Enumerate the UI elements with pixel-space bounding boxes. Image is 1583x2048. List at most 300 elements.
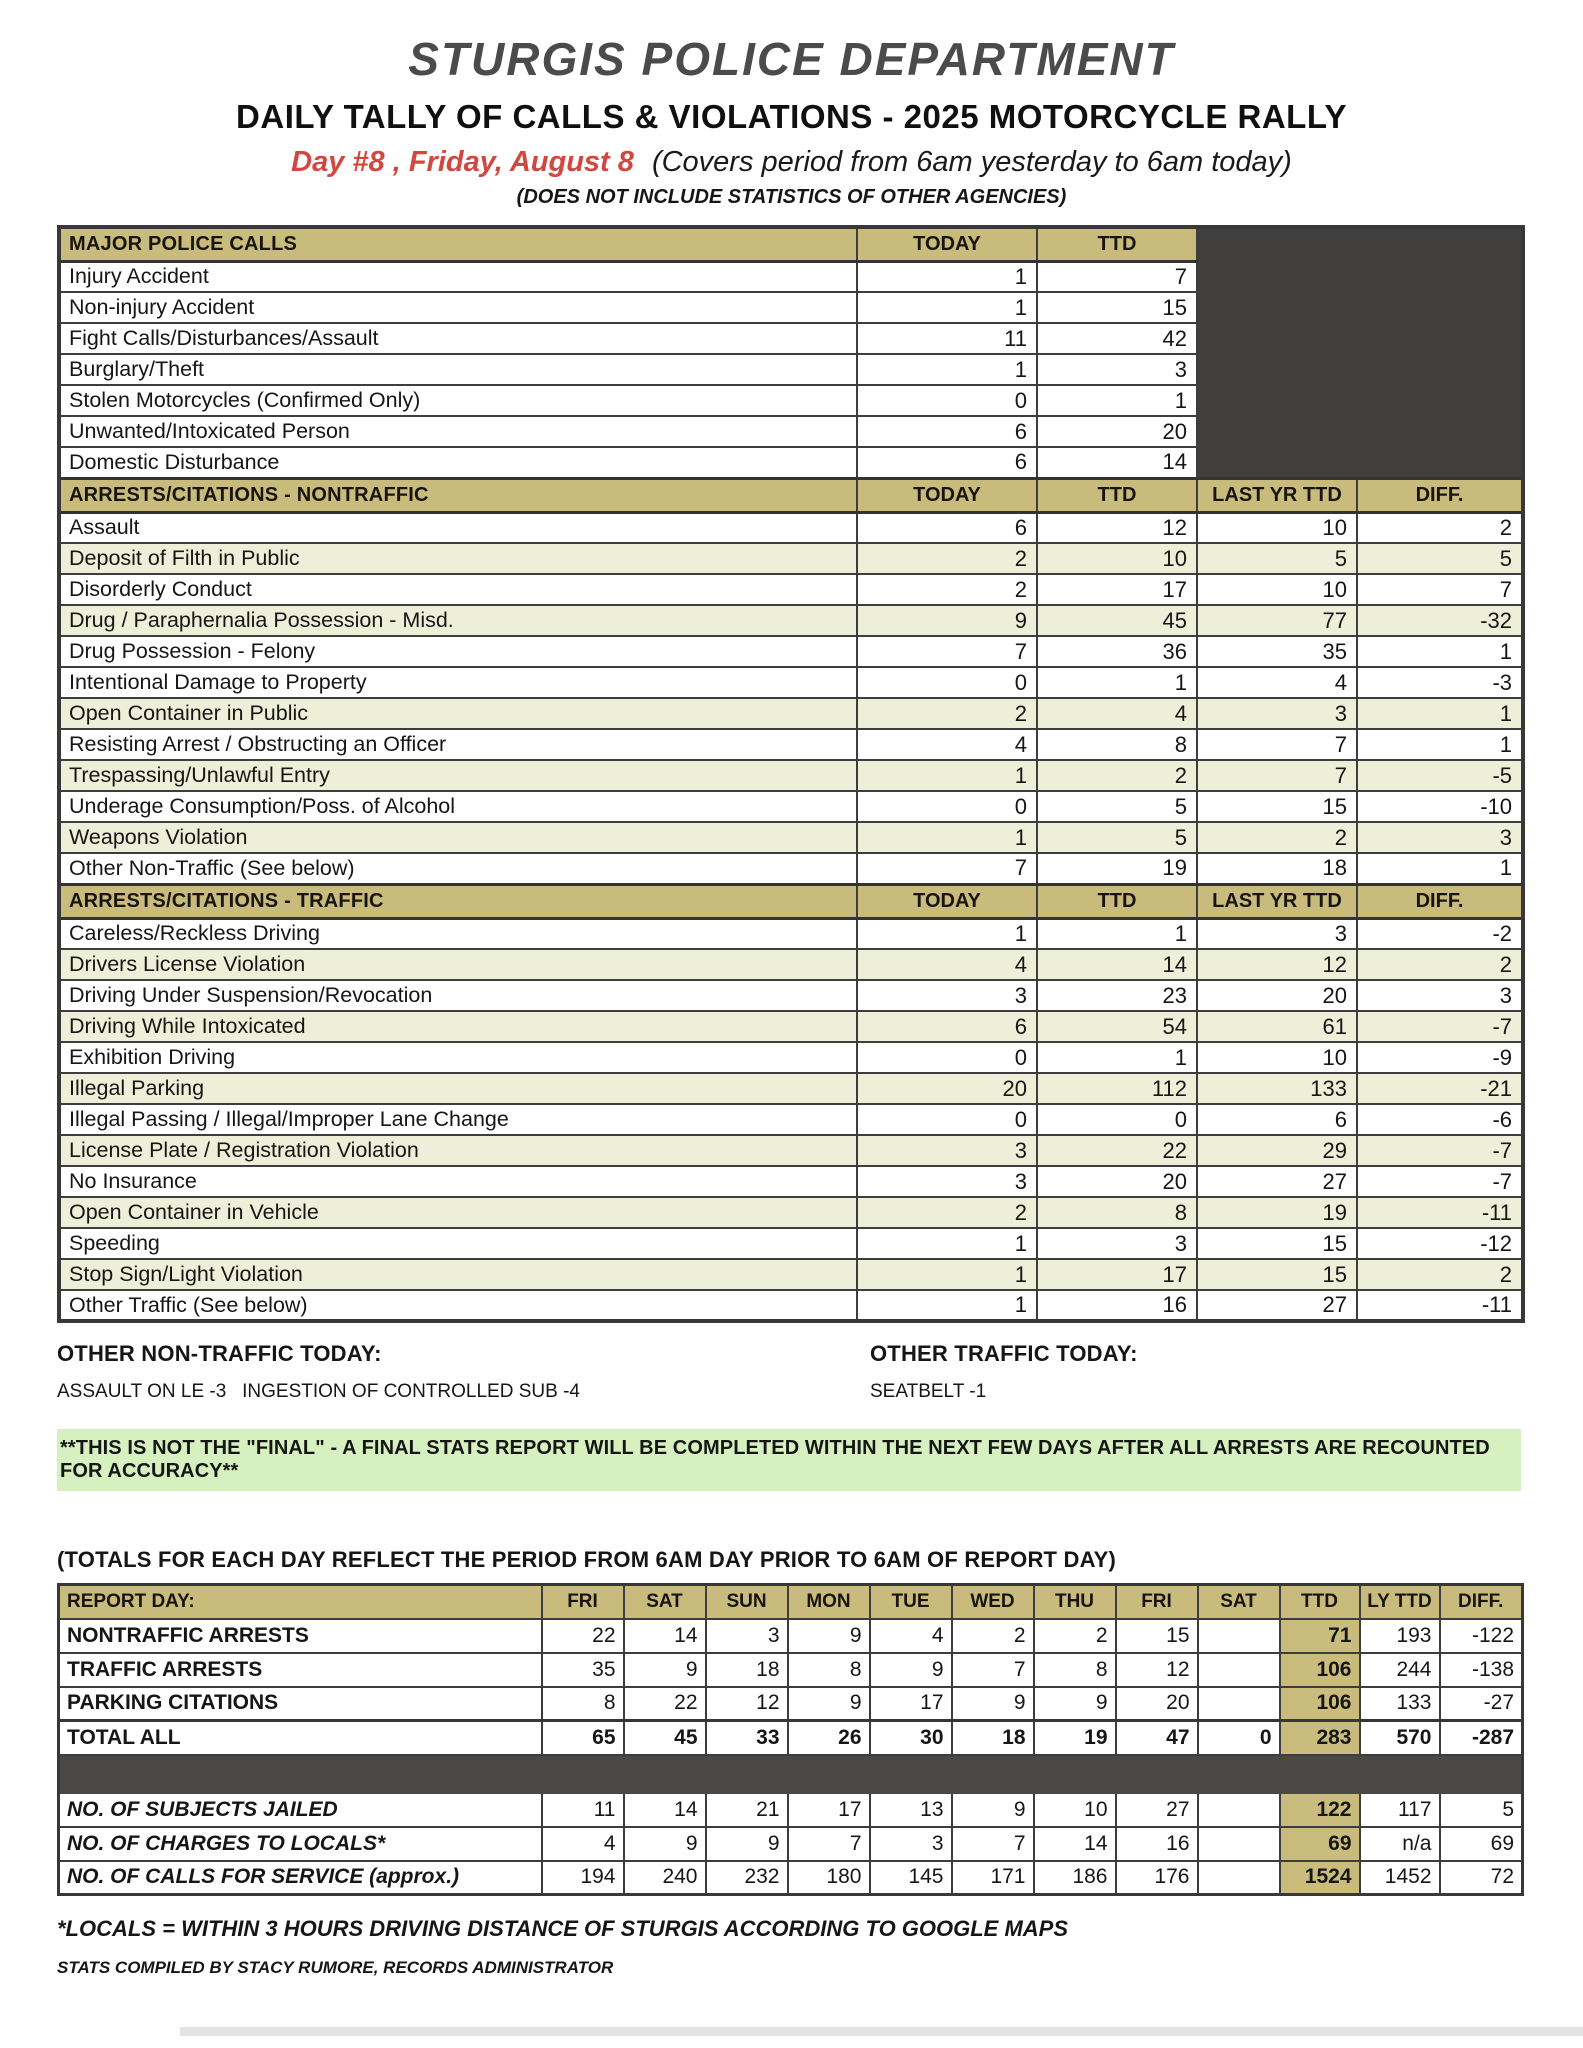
cell-value: 0 xyxy=(1198,1721,1280,1755)
cell-last-yr-ttd: 27 xyxy=(1197,1166,1357,1197)
cell-today: 4 xyxy=(857,949,1037,980)
other-nontraffic-detail: ASSAULT ON LE -3 INGESTION OF CONTROLLED SUB -4 xyxy=(57,1381,580,1402)
cell-ttd: 3 xyxy=(1037,354,1197,385)
cell-ttd: 8 xyxy=(1037,729,1197,760)
cell-ttd: 7 xyxy=(1037,261,1197,292)
day-number-label: Day #8 , Friday, August 8 xyxy=(291,146,634,178)
table-row xyxy=(59,1135,1523,1166)
row-label: Careless/Reckless Driving xyxy=(59,918,857,949)
cell-last-yr-ttd: 2 xyxy=(1197,822,1357,853)
not-final-disclaimer: **THIS IS NOT THE "FINAL" - A FINAL STATS REPORT WILL BE COMPLETED WITHIN THE NEXT FEW DAYS AFTER ALL ARRESTS ARE RECOUNTED FOR ACCURACY** xyxy=(57,1429,1521,1491)
cell-value: 11 xyxy=(542,1793,624,1827)
separator-band xyxy=(59,1755,1523,1793)
cell-diff: -21 xyxy=(1357,1073,1523,1104)
cell-value: 47 xyxy=(1116,1721,1198,1755)
table-row xyxy=(59,1827,1523,1861)
cell-diff: -7 xyxy=(1357,1166,1523,1197)
cell-diff: -2 xyxy=(1357,918,1523,949)
cell-value: 17 xyxy=(870,1687,952,1721)
totals-col-header: THU xyxy=(1034,1585,1116,1619)
cell-value: 7 xyxy=(952,1653,1034,1687)
cell-ttd: 10 xyxy=(1037,543,1197,574)
cell-value: 13 xyxy=(870,1793,952,1827)
redacted-block xyxy=(1197,227,1523,478)
cell-today: 0 xyxy=(857,1104,1037,1135)
cell-today: 0 xyxy=(857,385,1037,416)
table-row xyxy=(59,760,1523,791)
table-row xyxy=(59,667,1523,698)
row-label: Open Container in Public xyxy=(59,698,857,729)
cell-value: 45 xyxy=(624,1721,706,1755)
row-label: Weapons Violation xyxy=(59,822,857,853)
row-label: Resisting Arrest / Obstructing an Officer xyxy=(59,729,857,760)
cell-value: 8 xyxy=(1034,1653,1116,1687)
table-row xyxy=(59,918,1523,949)
row-label: Underage Consumption/Poss. of Alcohol xyxy=(59,791,857,822)
row-label: Stop Sign/Light Violation xyxy=(59,1259,857,1290)
cell-value: 232 xyxy=(706,1861,788,1895)
cell-last-yr-ttd: 15 xyxy=(1197,1228,1357,1259)
cell-today: 2 xyxy=(857,543,1037,574)
section-header-row xyxy=(59,884,1523,918)
row-label: License Plate / Registration Violation xyxy=(59,1135,857,1166)
cell-value: 9 xyxy=(788,1619,870,1653)
cell-value: 9 xyxy=(952,1793,1034,1827)
cell-today: 7 xyxy=(857,853,1037,884)
table-row xyxy=(59,729,1523,760)
cell-value: 145 xyxy=(870,1861,952,1895)
calls-violations-table xyxy=(57,225,1525,1323)
cell-today: 1 xyxy=(857,1290,1037,1321)
row-label: Trespassing/Unlawful Entry xyxy=(59,760,857,791)
col-header-last-yr-ttd: LAST YR TTD xyxy=(1197,478,1357,512)
cell-value: 19 xyxy=(1034,1721,1116,1755)
cell-value: 12 xyxy=(706,1687,788,1721)
cell-last-yr-ttd: 77 xyxy=(1197,605,1357,636)
cell-value: -122 xyxy=(1440,1619,1523,1653)
cell-ttd: 12 xyxy=(1037,512,1197,543)
table-row xyxy=(59,1861,1523,1895)
cell-today: 1 xyxy=(857,261,1037,292)
cell-value: -287 xyxy=(1440,1721,1523,1755)
daily-totals-table xyxy=(57,1583,1524,1896)
cell-value: 30 xyxy=(870,1721,952,1755)
cell-ttd: 8 xyxy=(1037,1197,1197,1228)
cell-last-yr-ttd: 18 xyxy=(1197,853,1357,884)
row-label: Drug / Paraphernalia Possession - Misd. xyxy=(59,605,857,636)
row-label: NO. OF CALLS FOR SERVICE (approx.) xyxy=(59,1861,542,1895)
other-today-section xyxy=(57,1341,1521,1403)
row-label: Fight Calls/Disturbances/Assault xyxy=(59,323,857,354)
row-label: Driving Under Suspension/Revocation xyxy=(59,980,857,1011)
totals-col-header: SAT xyxy=(1198,1585,1280,1619)
cell-today: 0 xyxy=(857,667,1037,698)
cell-diff: -10 xyxy=(1357,791,1523,822)
cell-value: 9 xyxy=(1034,1687,1116,1721)
cell-value: -138 xyxy=(1440,1653,1523,1687)
totals-header-row xyxy=(59,1585,1523,1619)
cell-ttd: 1524 xyxy=(1280,1861,1360,1895)
cell-today: 1 xyxy=(857,1259,1037,1290)
table-row xyxy=(59,1197,1523,1228)
report-subtitle: DAILY TALLY OF CALLS & VIOLATIONS - 2025 MOTORCYCLE RALLY xyxy=(236,98,1347,135)
row-label: Illegal Passing / Illegal/Improper Lane Change xyxy=(59,1104,857,1135)
totals-col-header: TTD xyxy=(1280,1585,1360,1619)
cell-ttd: 19 xyxy=(1037,853,1197,884)
locals-definition-note: *LOCALS = WITHIN 3 HOURS DRIVING DISTANCE OF STURGIS ACCORDING TO GOOGLE MAPS xyxy=(57,1916,1069,1941)
section-header-row xyxy=(59,227,1523,261)
cell-ttd: 1 xyxy=(1037,918,1197,949)
cell-value: 9 xyxy=(624,1653,706,1687)
cell-ttd: 42 xyxy=(1037,323,1197,354)
cell-value: 2 xyxy=(952,1619,1034,1653)
cell-ttd: 122 xyxy=(1280,1793,1360,1827)
cell-value: 16 xyxy=(1116,1827,1198,1861)
cell-diff: -7 xyxy=(1357,1135,1523,1166)
cell-ttd: 0 xyxy=(1037,1104,1197,1135)
cell-today: 6 xyxy=(857,512,1037,543)
table-row xyxy=(59,1228,1523,1259)
table-row xyxy=(59,1619,1523,1653)
cell-diff: 3 xyxy=(1357,980,1523,1011)
cell-today: 7 xyxy=(857,636,1037,667)
cell-last-yr-ttd: 7 xyxy=(1197,760,1357,791)
cell-today: 1 xyxy=(857,822,1037,853)
cell-value: 9 xyxy=(706,1827,788,1861)
cell-ttd: 22 xyxy=(1037,1135,1197,1166)
cell-value: 18 xyxy=(952,1721,1034,1755)
totals-col-header: MON xyxy=(788,1585,870,1619)
section-title: ARRESTS/CITATIONS - TRAFFIC xyxy=(59,884,857,918)
cell-ttd: 71 xyxy=(1280,1619,1360,1653)
other-traffic-detail: SEATBELT -1 xyxy=(870,1381,987,1402)
cell-today: 0 xyxy=(857,791,1037,822)
cell-last-yr-ttd: 61 xyxy=(1197,1011,1357,1042)
cell-diff: 1 xyxy=(1357,853,1523,884)
cell-ttd: 15 xyxy=(1037,292,1197,323)
cell-value: 9 xyxy=(624,1827,706,1861)
cell-value: n/a xyxy=(1360,1827,1440,1861)
cell-last-yr-ttd: 20 xyxy=(1197,980,1357,1011)
row-label: No Insurance xyxy=(59,1166,857,1197)
cell-value: 1452 xyxy=(1360,1861,1440,1895)
cell-value: 3 xyxy=(870,1827,952,1861)
totals-col-header: FRI xyxy=(542,1585,624,1619)
cell-last-yr-ttd: 5 xyxy=(1197,543,1357,574)
cell-value: 180 xyxy=(788,1861,870,1895)
cell-last-yr-ttd: 133 xyxy=(1197,1073,1357,1104)
scan-artifact xyxy=(180,2027,1583,2036)
row-label: Injury Accident xyxy=(59,261,857,292)
cell-diff: 1 xyxy=(1357,729,1523,760)
cell-value: 186 xyxy=(1034,1861,1116,1895)
cell-ttd: 17 xyxy=(1037,574,1197,605)
cell-value: 570 xyxy=(1360,1721,1440,1755)
section-title: ARRESTS/CITATIONS - NONTRAFFIC xyxy=(59,478,857,512)
cell-last-yr-ttd: 15 xyxy=(1197,791,1357,822)
cell-ttd: 45 xyxy=(1037,605,1197,636)
cell-last-yr-ttd: 10 xyxy=(1197,512,1357,543)
cell-last-yr-ttd: 6 xyxy=(1197,1104,1357,1135)
totals-col-report-day: REPORT DAY: xyxy=(59,1585,542,1619)
col-header-ttd: TTD xyxy=(1037,884,1197,918)
row-label: Other Traffic (See below) xyxy=(59,1290,857,1321)
col-header-today: TODAY xyxy=(857,884,1037,918)
cell-value: 35 xyxy=(542,1653,624,1687)
cell-value: 69 xyxy=(1440,1827,1523,1861)
cell-last-yr-ttd: 29 xyxy=(1197,1135,1357,1166)
table-row xyxy=(59,1653,1523,1687)
cell-value: 193 xyxy=(1360,1619,1440,1653)
col-header-diff: DIFF. xyxy=(1357,884,1523,918)
separator-row xyxy=(59,1755,1523,1793)
cell-last-yr-ttd: 35 xyxy=(1197,636,1357,667)
col-header-today: TODAY xyxy=(857,227,1037,261)
cell-ttd: 106 xyxy=(1280,1653,1360,1687)
row-label: PARKING CITATIONS xyxy=(59,1687,542,1721)
cell-value: 21 xyxy=(706,1793,788,1827)
row-label: Open Container in Vehicle xyxy=(59,1197,857,1228)
cell-value: 26 xyxy=(788,1721,870,1755)
row-label: Exhibition Driving xyxy=(59,1042,857,1073)
cell-today: 6 xyxy=(857,416,1037,447)
totals-col-header: TUE xyxy=(870,1585,952,1619)
cell-ttd: 1 xyxy=(1037,667,1197,698)
cell-value xyxy=(1198,1687,1280,1721)
cell-value: 72 xyxy=(1440,1861,1523,1895)
cell-last-yr-ttd: 19 xyxy=(1197,1197,1357,1228)
cell-value: 194 xyxy=(542,1861,624,1895)
cell-today: 1 xyxy=(857,354,1037,385)
cell-ttd: 2 xyxy=(1037,760,1197,791)
section-header-row xyxy=(59,478,1523,512)
cell-today: 2 xyxy=(857,1197,1037,1228)
cell-last-yr-ttd: 3 xyxy=(1197,918,1357,949)
col-header-today: TODAY xyxy=(857,478,1037,512)
cell-today: 1 xyxy=(857,918,1037,949)
cell-ttd: 17 xyxy=(1037,1259,1197,1290)
row-label: Deposit of Filth in Public xyxy=(59,543,857,574)
cell-value: 14 xyxy=(1034,1827,1116,1861)
row-label: Driving While Intoxicated xyxy=(59,1011,857,1042)
table-row xyxy=(59,1793,1523,1827)
table-row xyxy=(59,605,1523,636)
cell-ttd: 20 xyxy=(1037,416,1197,447)
table-row xyxy=(59,1104,1523,1135)
table-row xyxy=(59,822,1523,853)
cell-today: 20 xyxy=(857,1073,1037,1104)
cell-value: 2 xyxy=(1034,1619,1116,1653)
cell-ttd: 4 xyxy=(1037,698,1197,729)
cell-value: 12 xyxy=(1116,1653,1198,1687)
col-header-diff: DIFF. xyxy=(1357,478,1523,512)
cell-value xyxy=(1198,1861,1280,1895)
row-label: Intentional Damage to Property xyxy=(59,667,857,698)
cell-value xyxy=(1198,1793,1280,1827)
cell-last-yr-ttd: 15 xyxy=(1197,1259,1357,1290)
totals-caption: (TOTALS FOR EACH DAY REFLECT THE PERIOD FROM 6AM DAY PRIOR TO 6AM OF REPORT DAY) xyxy=(57,1547,1117,1572)
row-label: NONTRAFFIC ARRESTS xyxy=(59,1619,542,1653)
cell-today: 3 xyxy=(857,1166,1037,1197)
row-label: Domestic Disturbance xyxy=(59,447,857,478)
cell-ttd: 1 xyxy=(1037,385,1197,416)
table-row xyxy=(59,512,1523,543)
col-header-ttd: TTD xyxy=(1037,478,1197,512)
cell-value xyxy=(1198,1619,1280,1653)
row-label: Drug Possession - Felony xyxy=(59,636,857,667)
cell-last-yr-ttd: 27 xyxy=(1197,1290,1357,1321)
row-label: TRAFFIC ARRESTS xyxy=(59,1653,542,1687)
cell-today: 2 xyxy=(857,574,1037,605)
cell-diff: -6 xyxy=(1357,1104,1523,1135)
table-row xyxy=(59,1042,1523,1073)
cell-value: 240 xyxy=(624,1861,706,1895)
other-nontraffic-title: OTHER NON-TRAFFIC TODAY: xyxy=(57,1341,382,1366)
cell-value: 7 xyxy=(788,1827,870,1861)
section-title: MAJOR POLICE CALLS xyxy=(59,227,857,261)
row-label: NO. OF CHARGES TO LOCALS* xyxy=(59,1827,542,1861)
table-row xyxy=(59,853,1523,884)
report-header xyxy=(0,0,1583,209)
col-header-last-yr-ttd: LAST YR TTD xyxy=(1197,884,1357,918)
cell-value: 8 xyxy=(542,1687,624,1721)
cell-value xyxy=(1198,1653,1280,1687)
cell-diff: -32 xyxy=(1357,605,1523,636)
cell-last-yr-ttd: 10 xyxy=(1197,1042,1357,1073)
cell-ttd: 14 xyxy=(1037,949,1197,980)
table-row xyxy=(59,1259,1523,1290)
cell-value: 14 xyxy=(624,1619,706,1653)
row-label: Speeding xyxy=(59,1228,857,1259)
cell-value: 7 xyxy=(952,1827,1034,1861)
cell-value: 20 xyxy=(1116,1687,1198,1721)
cell-diff: -12 xyxy=(1357,1228,1523,1259)
cell-today: 2 xyxy=(857,698,1037,729)
cell-ttd: 36 xyxy=(1037,636,1197,667)
cell-today: 3 xyxy=(857,1135,1037,1166)
cell-value: 17 xyxy=(788,1793,870,1827)
cell-diff: 2 xyxy=(1357,949,1523,980)
totals-col-header: SAT xyxy=(624,1585,706,1619)
page-title: STURGIS POLICE DEPARTMENT xyxy=(408,33,1175,85)
cell-value: 8 xyxy=(788,1653,870,1687)
totals-col-header: FRI xyxy=(1116,1585,1198,1619)
cell-ttd: 16 xyxy=(1037,1290,1197,1321)
cell-value: 133 xyxy=(1360,1687,1440,1721)
table-row xyxy=(59,1073,1523,1104)
totals-col-header: LY TTD xyxy=(1360,1585,1440,1619)
cell-diff: 1 xyxy=(1357,698,1523,729)
cell-today: 0 xyxy=(857,1042,1037,1073)
row-label: Drivers License Violation xyxy=(59,949,857,980)
cell-value: 10 xyxy=(1034,1793,1116,1827)
row-label: Illegal Parking xyxy=(59,1073,857,1104)
cell-value: 9 xyxy=(952,1687,1034,1721)
row-label: Unwanted/Intoxicated Person xyxy=(59,416,857,447)
cell-last-yr-ttd: 12 xyxy=(1197,949,1357,980)
table-row xyxy=(59,698,1523,729)
cell-diff: -11 xyxy=(1357,1197,1523,1228)
cell-value: 117 xyxy=(1360,1793,1440,1827)
cell-last-yr-ttd: 3 xyxy=(1197,698,1357,729)
cell-value: 4 xyxy=(542,1827,624,1861)
cell-last-yr-ttd: 4 xyxy=(1197,667,1357,698)
report-day-line xyxy=(0,146,1583,179)
cell-diff: -3 xyxy=(1357,667,1523,698)
totals-col-header: DIFF. xyxy=(1440,1585,1523,1619)
row-label: TOTAL ALL xyxy=(59,1721,542,1755)
cell-last-yr-ttd: 10 xyxy=(1197,574,1357,605)
cell-value: 18 xyxy=(706,1653,788,1687)
col-header-ttd: TTD xyxy=(1037,227,1197,261)
cell-value: 176 xyxy=(1116,1861,1198,1895)
totals-col-header: WED xyxy=(952,1585,1034,1619)
table-row xyxy=(59,980,1523,1011)
cell-diff: -11 xyxy=(1357,1290,1523,1321)
cell-diff: 2 xyxy=(1357,512,1523,543)
cell-ttd: 1 xyxy=(1037,1042,1197,1073)
cell-diff: -7 xyxy=(1357,1011,1523,1042)
cell-value: 33 xyxy=(706,1721,788,1755)
table-row xyxy=(59,1011,1523,1042)
cell-diff: -5 xyxy=(1357,760,1523,791)
cell-ttd: 106 xyxy=(1280,1687,1360,1721)
cell-today: 1 xyxy=(857,760,1037,791)
cell-diff: 5 xyxy=(1357,543,1523,574)
other-nontraffic-block xyxy=(57,1341,870,1403)
cell-ttd: 14 xyxy=(1037,447,1197,478)
cell-ttd: 5 xyxy=(1037,791,1197,822)
cell-value: 9 xyxy=(870,1653,952,1687)
row-label: Burglary/Theft xyxy=(59,354,857,385)
cell-value: 4 xyxy=(870,1619,952,1653)
table-row xyxy=(59,574,1523,605)
table-row xyxy=(59,791,1523,822)
table-row xyxy=(59,1290,1523,1321)
cell-ttd: 23 xyxy=(1037,980,1197,1011)
cell-value xyxy=(1198,1827,1280,1861)
cell-ttd: 3 xyxy=(1037,1228,1197,1259)
cell-ttd: 112 xyxy=(1037,1073,1197,1104)
agencies-note: (DOES NOT INCLUDE STATISTICS OF OTHER AGENCIES) xyxy=(516,186,1067,208)
totals-col-header: SUN xyxy=(706,1585,788,1619)
table-row xyxy=(59,1721,1523,1755)
cell-value: 15 xyxy=(1116,1619,1198,1653)
cell-ttd: 20 xyxy=(1037,1166,1197,1197)
row-label: Disorderly Conduct xyxy=(59,574,857,605)
cell-today: 1 xyxy=(857,1228,1037,1259)
cell-today: 3 xyxy=(857,980,1037,1011)
cell-value: 22 xyxy=(542,1619,624,1653)
cell-diff: 7 xyxy=(1357,574,1523,605)
cell-diff: 1 xyxy=(1357,636,1523,667)
table-row xyxy=(59,636,1523,667)
cell-value: 22 xyxy=(624,1687,706,1721)
report-body xyxy=(57,225,1521,1978)
cell-today: 1 xyxy=(857,292,1037,323)
row-label: NO. OF SUBJECTS JAILED xyxy=(59,1793,542,1827)
cell-value: 9 xyxy=(788,1687,870,1721)
cell-value: 5 xyxy=(1440,1793,1523,1827)
row-label: Other Non-Traffic (See below) xyxy=(59,853,857,884)
row-label: Non-injury Accident xyxy=(59,292,857,323)
cell-value: -27 xyxy=(1440,1687,1523,1721)
cell-ttd: 69 xyxy=(1280,1827,1360,1861)
cell-diff: -9 xyxy=(1357,1042,1523,1073)
cell-diff: 2 xyxy=(1357,1259,1523,1290)
table-row xyxy=(59,1166,1523,1197)
cell-ttd: 5 xyxy=(1037,822,1197,853)
